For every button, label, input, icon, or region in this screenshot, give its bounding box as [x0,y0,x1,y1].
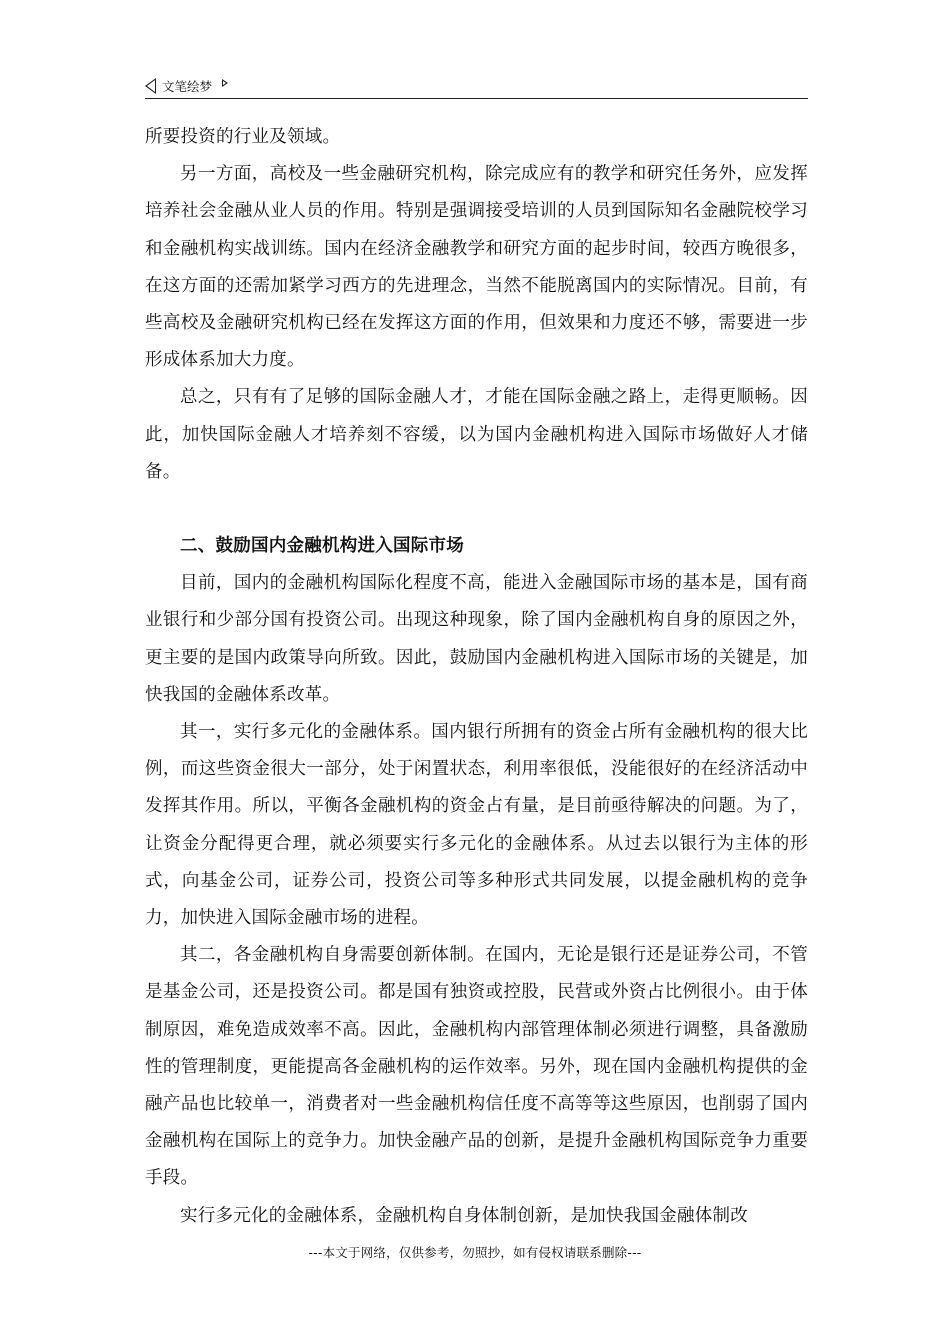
section-heading: 二、鼓励国内金融机构进入国际市场 [180,536,464,557]
paragraph: 目前，国内的金融机构国际化程度不高，能进入金融国际市场的基本是，国有商业银行和少部分国有投资公司。出现这种现象，除了国内金融机构自身的原因之外，更主要的是国内政策导向所致。因此，鼓励国内金融机构进入国际市场的关键是，加快我国的金融体系改革。 [145,573,808,705]
page-header [145,76,808,99]
triangle-left-icon [145,78,156,94]
paragraph: 所要投资的行业及领域。 [145,127,341,147]
paragraph: 另一方面，高校及一些金融研究机构，除完成应有的教学和研究任务外，应发挥培养社会金融从业人员的作用。特别是强调接受培训的人员到国际知名金融院校学习和金融机构实战训练。国内在经济金融教学和研究方面的起步时间，较西方晚很多，在这方面的还需加紧学习西方的先进理念，当然不能脱离国内的实际情况。目前，有些高校及金融研究机构已经在发挥这方面的作用，但效果和力度还不够，需要进一步形成体系加大力度。 [145,164,808,371]
page-footer: ---本文于网络，仅供参考，勿照抄，如有侵权请联系删除--- [308,1245,642,1260]
header-content [145,76,228,96]
paragraph: 其二，各金融机构自身需要创新体制。在国内，无论是银行还是证券公司，不管是基金公司，还是投资公司。都是国有独资或控股，民营或外资占比例很小。由于体制原因，难免造成效率不高。因此，金融机构内部管理体制必须进行调整，具备激励性的管理制度，更能提高各金融机构的运作效率。另外，现在国内金融机构提供的金融产品也比较单一，消费者对一些金融机构信任度不高等等这些原因，也削弱了国内金融机构在国际上的竞争力。加快金融产品的创新，是提升金融机构国际竞争力重要手段。 [145,945,808,1189]
header-title: 文笔绘梦 [162,79,213,94]
paragraph: 实行多元化的金融体系，金融机构自身体制创新，是加快我国金融体制改 [180,1205,748,1226]
paragraph: 其一，实行多元化的金融体系。国内银行所拥有的资金占所有金融机构的很大比例，而这些资金很大一部分，处于闲置状态，利用率很低，没能很好的在经济活动中发挥其作用。所以，平衡各金融机构的资金占有量，是目前亟待解决的问题。为了，让资金分配得更合理，就必须要实行多元化的金融体系。从过去以银行为主体的形式，向基金公司，证券公司，投资公司等多种形式共同发展，以提金融机构的竞争力，加快进入国际金融市场的进程。 [145,722,808,929]
document-body [145,119,808,1235]
paragraph: 总之，只有有了足够的国际金融人才，才能在国际金融之路上，走得更顺畅。因此，加快国际金融人才培养刻不容缓，以为国内金融机构进入国际市场做好人才储备。 [145,387,808,482]
triangle-right-icon [222,79,228,87]
